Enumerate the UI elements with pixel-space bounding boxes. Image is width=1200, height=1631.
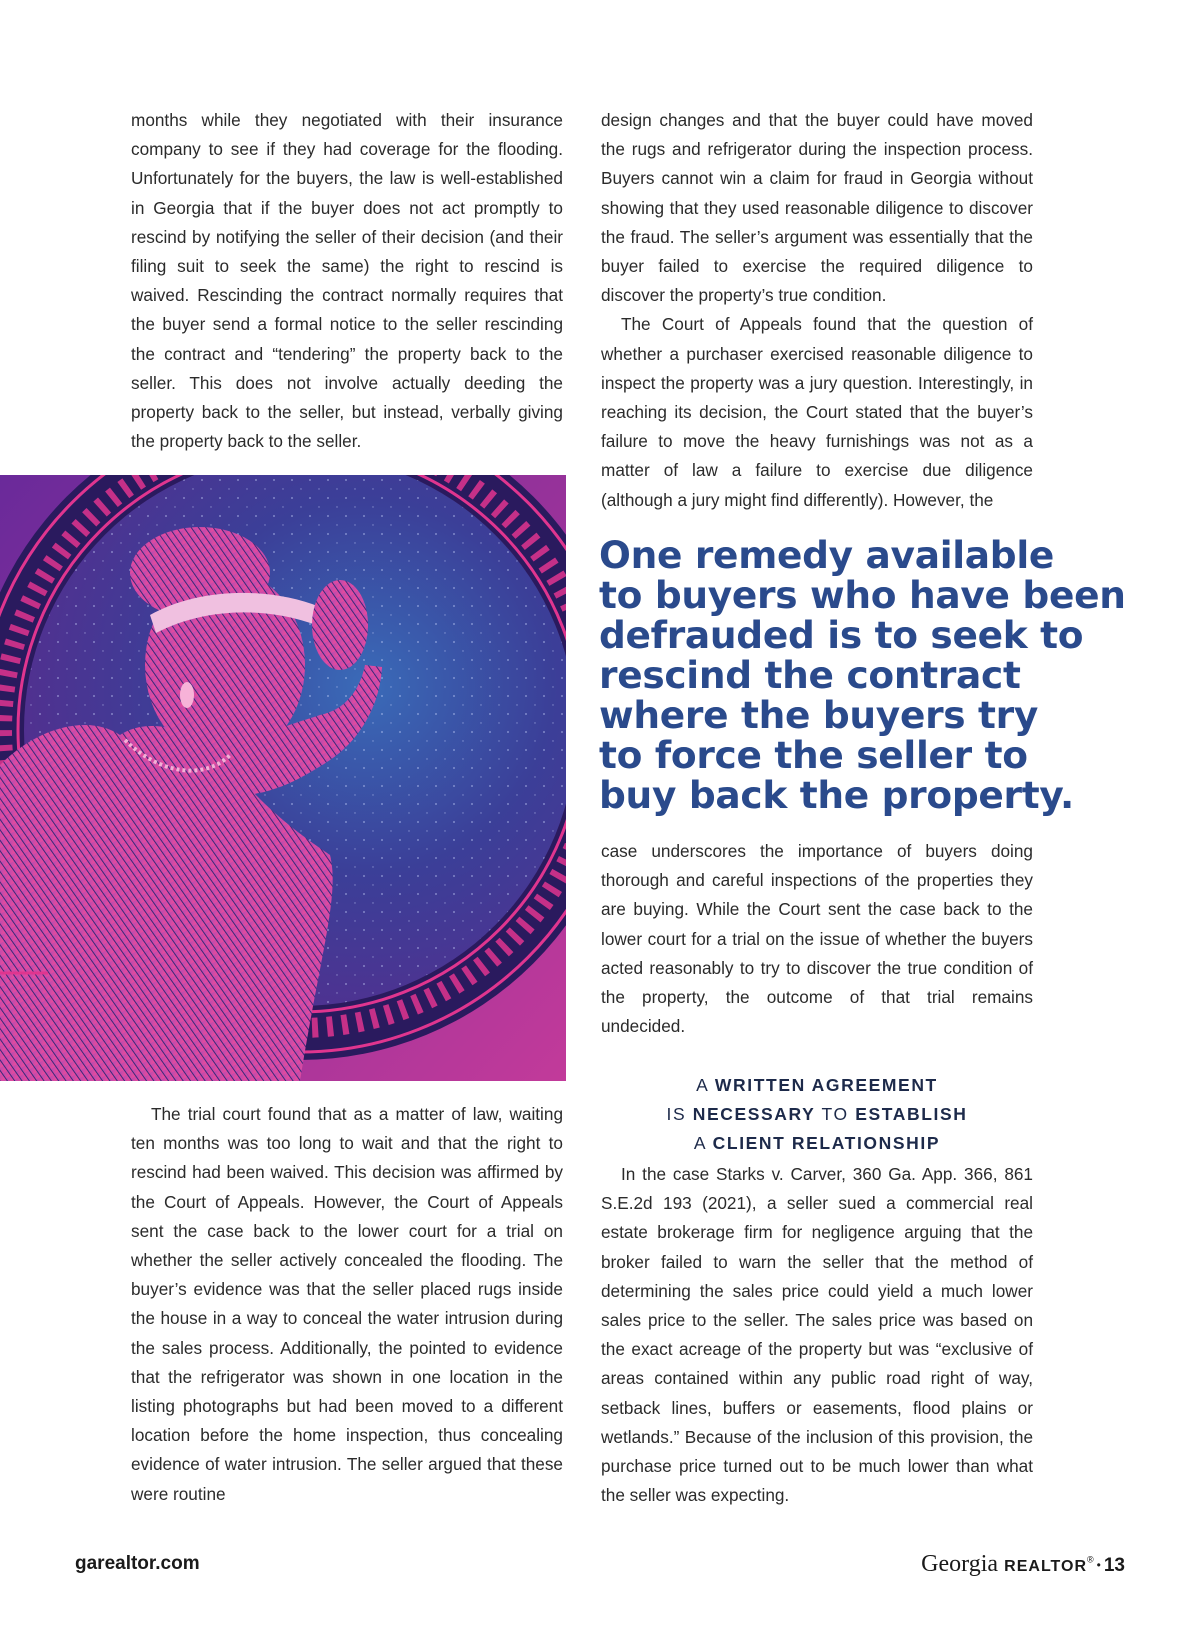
registered-mark: ® bbox=[1087, 1554, 1094, 1565]
subhead-text: A bbox=[693, 1133, 713, 1154]
subhead-text-bold: CLIENT RELATIONSHIP bbox=[712, 1133, 941, 1154]
article-column-left-bottom bbox=[131, 1100, 563, 1509]
article-column-right-top bbox=[601, 106, 1033, 515]
paragraph: In the case Starks v. Carver, 360 Ga. App. 366, 861 S.E.2d 193 (2021), a seller sued a commercial real estate brokerage firm for negligence arguing that the broker failed to warn the seller that the method of determining the sales price could yield a much lower sales price to the seller. The sales price was based on the exact acreage of the property but was “exclusive of areas contained within any public road right of way, setback lines, buffers or easements, flood plains or wetlands.” Because of the inclusion of this provision, the purchase price turned out to be much lower than what the seller was expecting. bbox=[601, 1164, 1033, 1506]
article-column-right-bottom bbox=[601, 837, 1033, 1041]
footer-magazine-page bbox=[921, 1551, 1125, 1578]
subhead-text: IS bbox=[666, 1104, 693, 1125]
paragraph: The trial court found that as a matter of law, waiting ten months was too long to wait and that the right to rescind had been waived. This decision was affirmed by the Court of Appeals. However, the Court of Appeals sent the case back to the lower court for a trial on whether the seller actively concealed the flooding. The buyer’s evidence was that the seller placed rugs inside the house in a way to conceal the water intrusion during the sales process. Additionally, the pointed to evidence that the refrigerator was shown in one location in the listing photographs but had been moved to a different location before the home inspection, thus concealing evidence of water intrusion. The seller argued that these were routine bbox=[131, 1104, 563, 1504]
subhead-text: A bbox=[696, 1075, 715, 1095]
article-column-left-top bbox=[131, 106, 563, 456]
subhead-text-bold: NECESSARY bbox=[692, 1104, 816, 1125]
illustration-woman-with-scales bbox=[0, 475, 566, 1081]
paragraph: The Court of Appeals found that the question of whether a purchaser exercised reasonable diligence to inspect the property was a jury question. Interestingly, in reaching its decision, the Court stated that the buyer’s failure to move the heavy furnishings was not as a matter of law a failure to exercise due diligence (although a jury might find differently). However, the bbox=[601, 314, 1033, 510]
footer-website: garealtor.com bbox=[75, 1553, 200, 1574]
footer-separator: • bbox=[1096, 1558, 1101, 1573]
subhead-text-bold: WRITTEN AGREEMENT bbox=[714, 1075, 938, 1095]
paragraph: case underscores the importance of buyers doing thorough and careful inspections of the properties they are buying. While the Court sent the case back to the lower court for a trial on the issue of whether the buyers acted reasonably to try to discover the true condition of the property, the outcome of that trial remains undecided. bbox=[601, 841, 1033, 1037]
footer-magazine-name: Georgia bbox=[921, 1551, 999, 1577]
article-column-right-case bbox=[601, 1160, 1033, 1510]
section-subhead bbox=[601, 1071, 1033, 1159]
pull-quote: One remedy available to buyers who have been defrauded is to seek to rescind the contract where the buyers try to force the seller to buy back the property. bbox=[599, 533, 1126, 817]
page-number: 13 bbox=[1103, 1555, 1125, 1576]
paragraph: months while they negotiated with their insurance company to see if they had coverage for the flooding. Unfortunately for the buyers, the law is well-established in Georgia that if the buyer does not act promptly to rescind by notifying the seller of their decision (and their filing suit to seek the same) the right to rescind is waived. Rescinding the contract normally requires that the buyer send a formal notice to the seller rescinding the contract and “tendering” the property back to the seller. This does not involve actually deeding the property back to the seller, but instead, verbally giving the property back to the seller. bbox=[131, 110, 563, 452]
paragraph: design changes and that the buyer could have moved the rugs and refrigerator during the inspection process. Buyers cannot win a claim for fraud in Georgia without showing that they used reasonable diligence to discover the fraud. The seller’s argument was essentially that the buyer failed to exercise the required diligence to discover the property’s true condition. bbox=[601, 110, 1033, 306]
woman-with-scales-engraving bbox=[0, 475, 566, 1081]
subhead-text: TO bbox=[815, 1104, 856, 1125]
footer-magazine-realtor: REALTOR bbox=[1004, 1558, 1088, 1575]
subhead-text-bold: ESTABLISH bbox=[855, 1104, 968, 1125]
